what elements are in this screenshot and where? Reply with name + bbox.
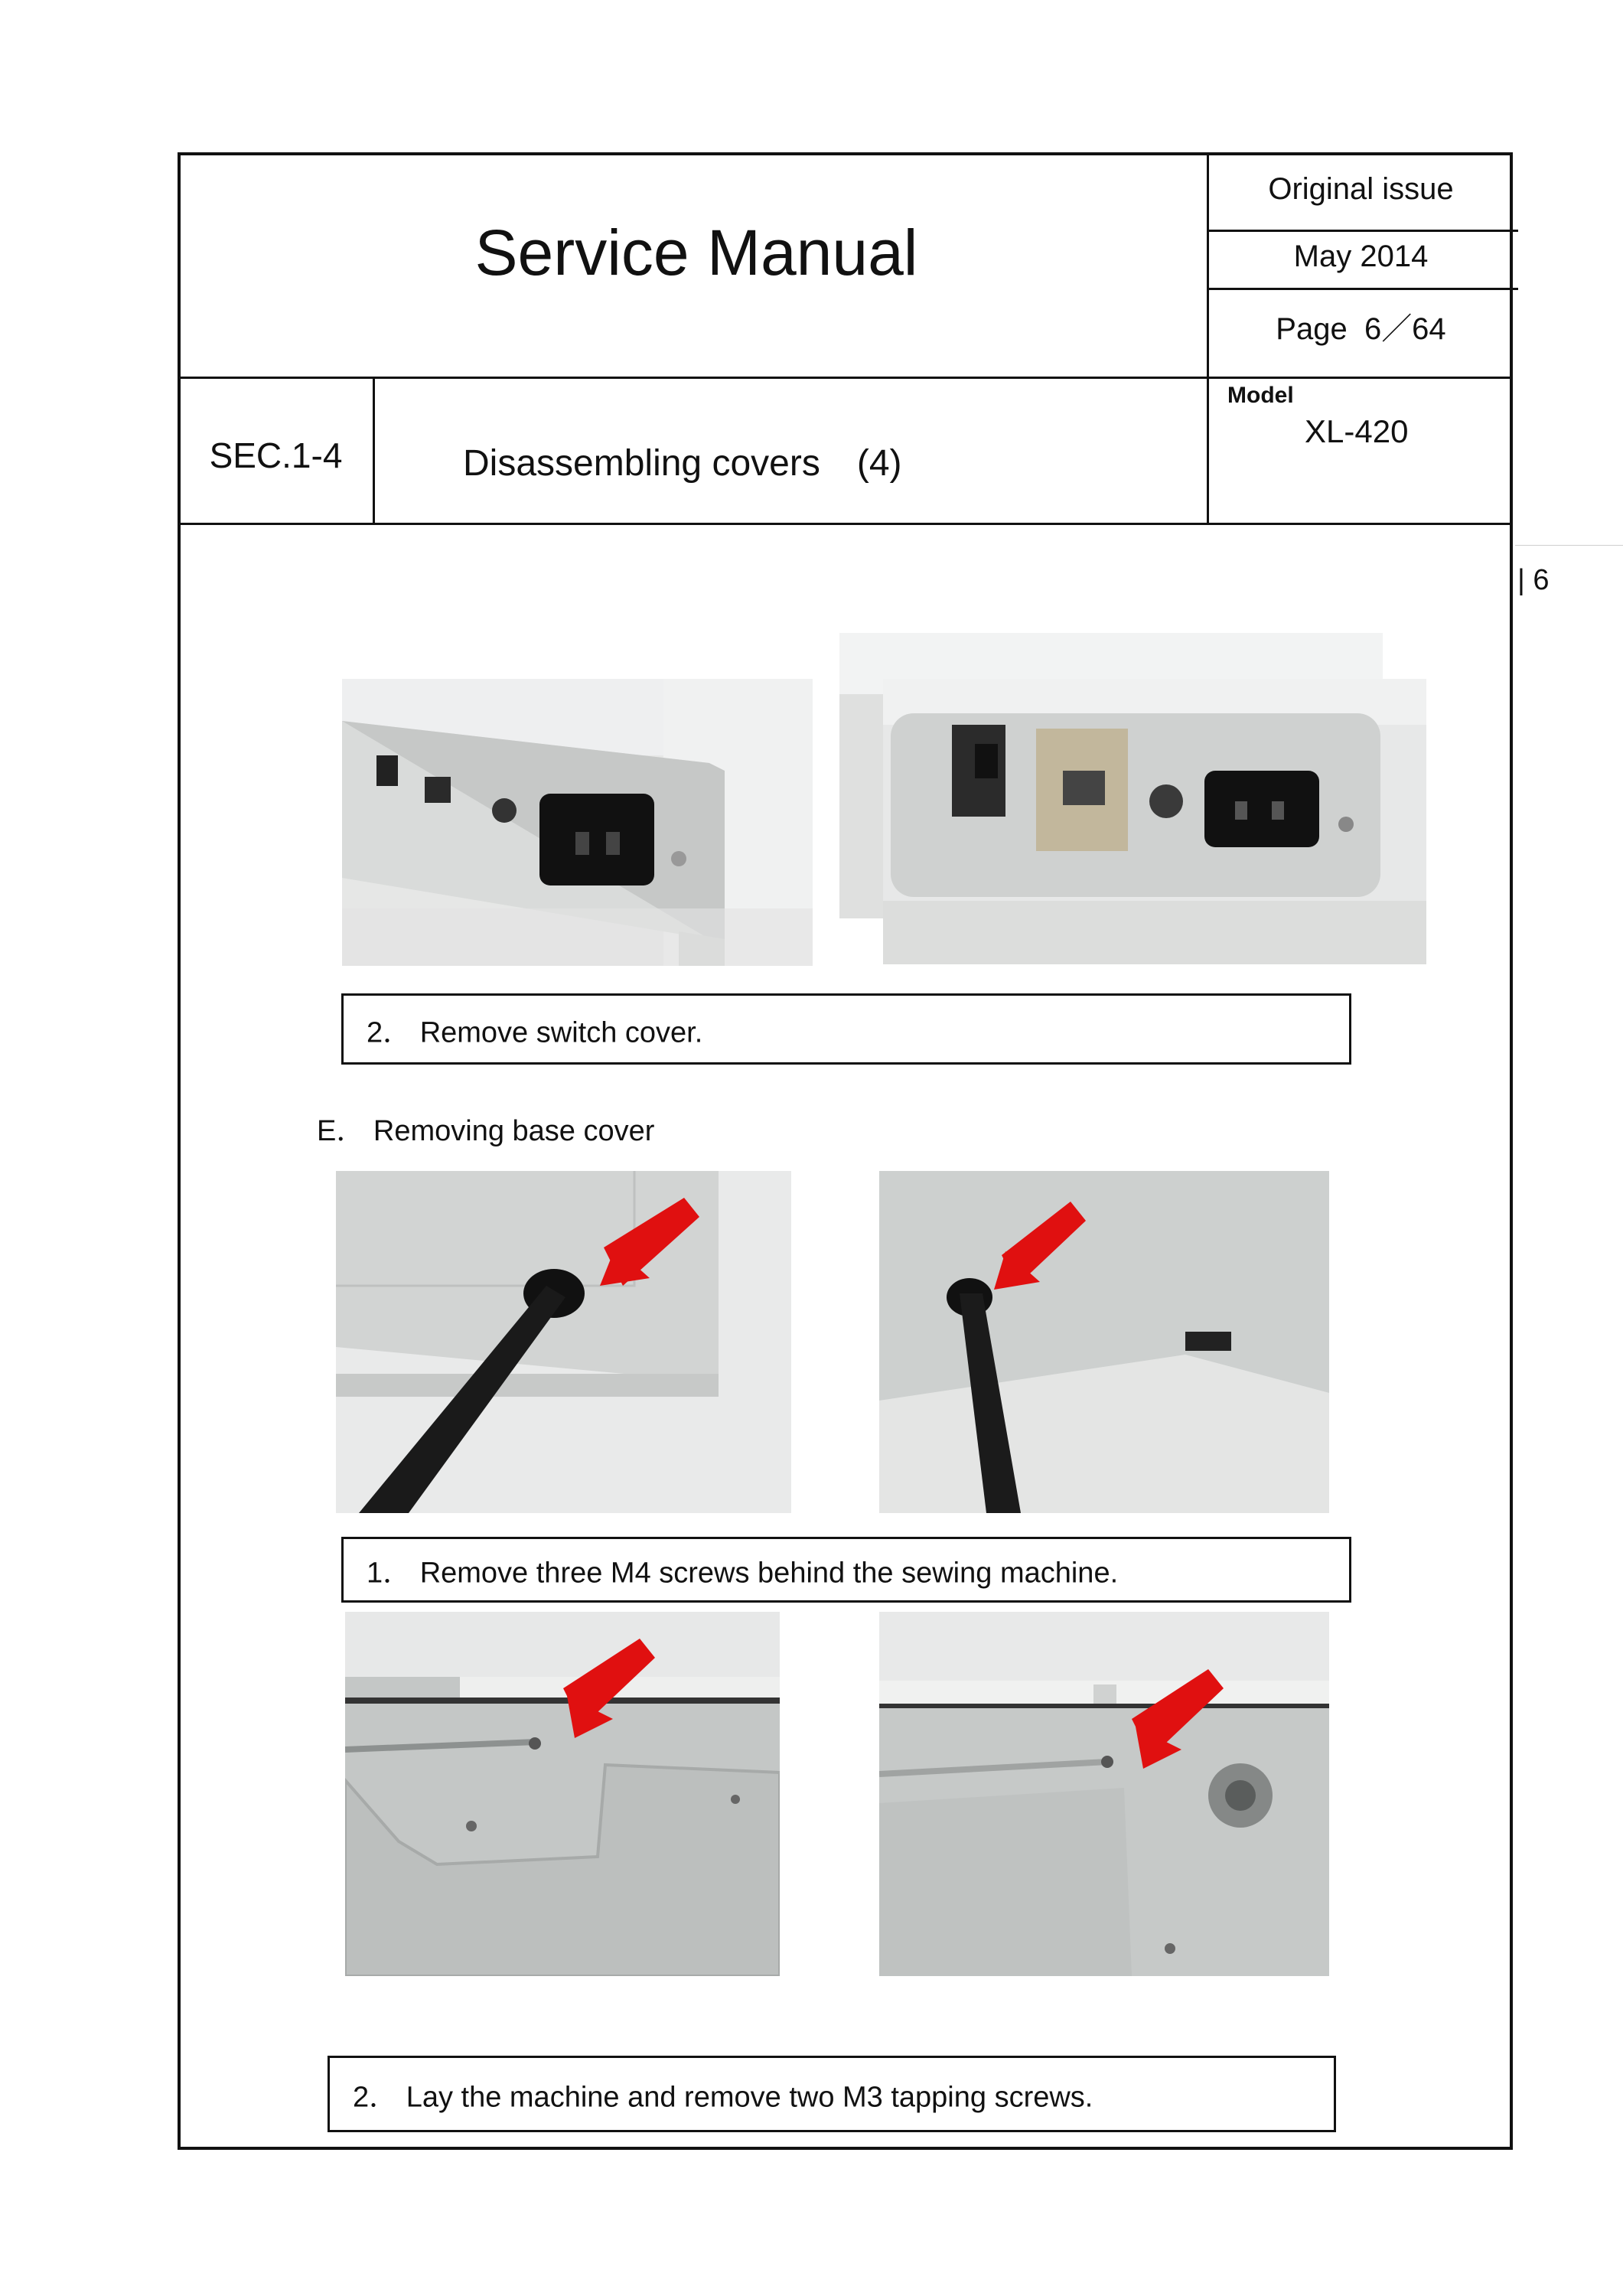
section-e-heading: E． Removing base cover — [317, 1115, 655, 1147]
header-divider — [178, 377, 1513, 379]
step-remove-m3-tapping-screws — [328, 2056, 1336, 2132]
section-title: Disassembling covers (4) — [463, 443, 902, 484]
base-screw-photo-right — [879, 1612, 1329, 1976]
section-number: SEC.1-4 — [209, 435, 343, 475]
model-label: Model — [1227, 383, 1294, 408]
rear-screw-photo-right — [879, 1171, 1329, 1513]
model-value: XL-420 — [1305, 413, 1409, 449]
switch-cover-photo — [342, 679, 813, 966]
switch-panel-photo — [883, 679, 1426, 964]
base-screw-photo-left — [345, 1612, 780, 1976]
section-divider — [178, 523, 1513, 525]
issue-label: Original issue — [1268, 172, 1454, 206]
step-remove-switch-cover — [341, 993, 1351, 1065]
step-text: 1． Remove three M4 screws behind the sewing machine. — [367, 1557, 1119, 1590]
margin-rule — [1515, 545, 1623, 546]
issue-date: May 2014 — [1293, 240, 1429, 273]
step-text: 2． Lay the machine and remove two M3 tapping screws. — [353, 2081, 1093, 2114]
page-number: Page 6／64 — [1276, 312, 1446, 346]
rear-screw-photo-left — [336, 1171, 791, 1513]
margin-page-marker: | 6 — [1517, 564, 1550, 596]
page-title: Service Manual — [474, 217, 918, 289]
step-remove-m4-screws — [341, 1537, 1351, 1603]
step-text: 2． Remove switch cover. — [367, 1016, 703, 1049]
